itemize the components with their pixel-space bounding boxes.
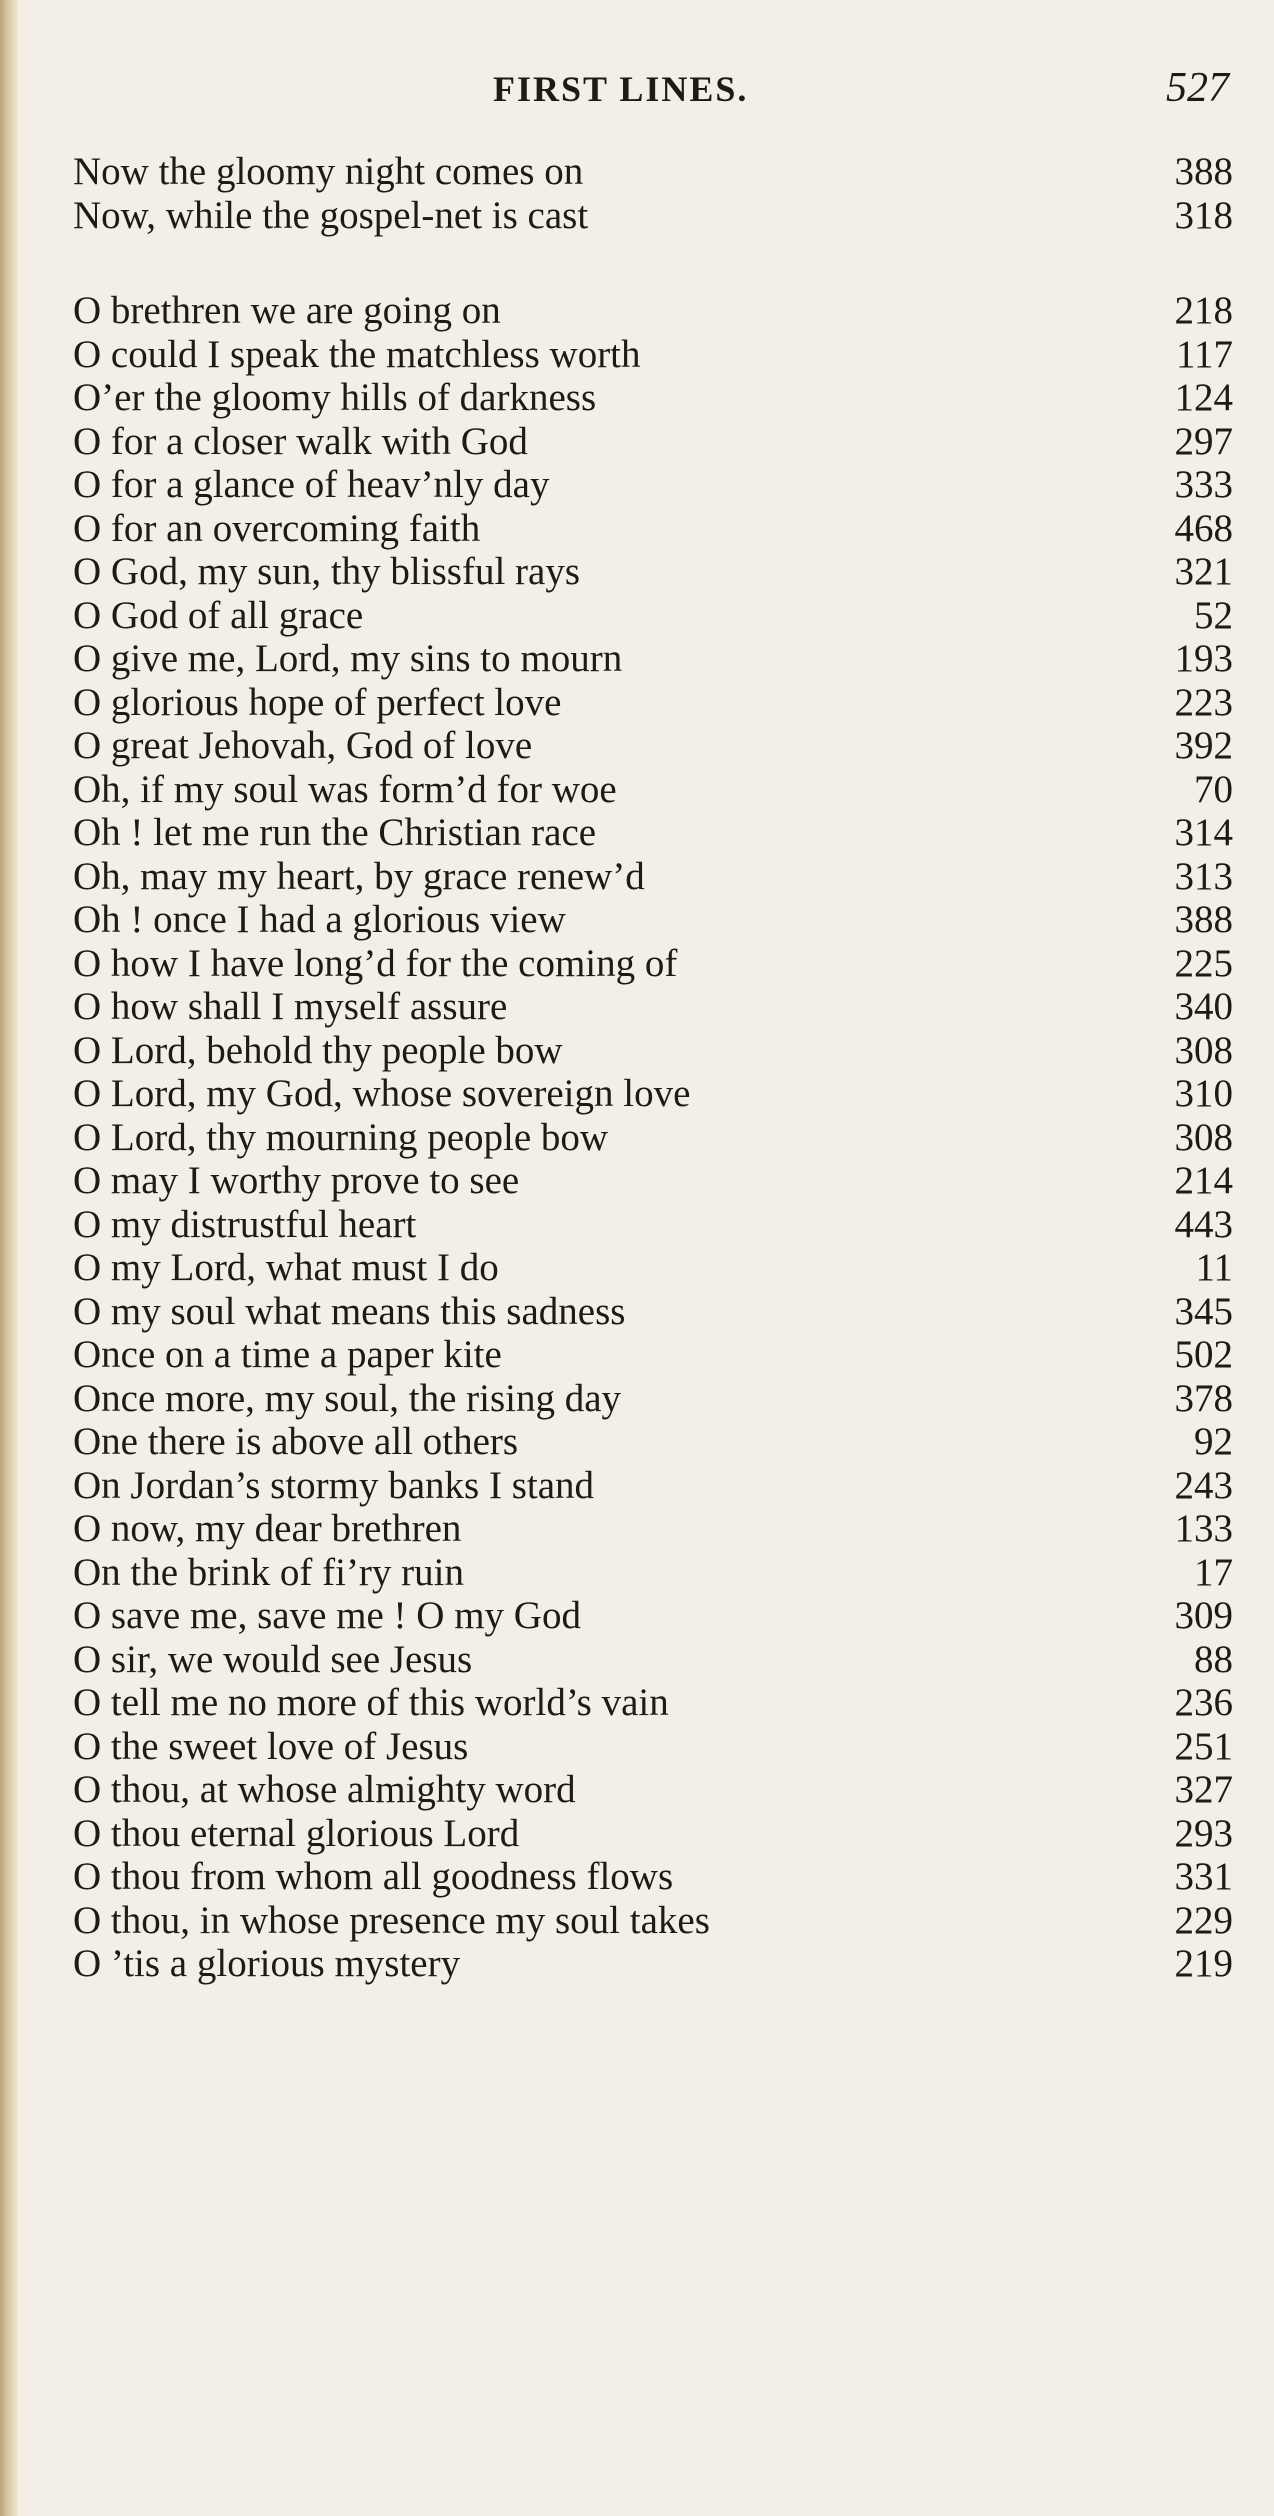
index-entry [73, 194, 1233, 238]
hymn-number: 124 [1174, 376, 1233, 419]
first-line-text: O Lord, behold thy people bow [73, 1028, 563, 1072]
page-title: FIRST LINES. [493, 69, 749, 109]
index-entry [73, 376, 1233, 420]
index-entry [73, 1333, 1233, 1377]
hymn-number: 236 [1174, 1681, 1233, 1724]
first-lines-index [73, 150, 1233, 1986]
first-line-text: Now, while the gospel-net is cast [73, 193, 589, 237]
hymn-number: 327 [1174, 1768, 1233, 1811]
first-line-text: O God, my sun, thy blissful rays [73, 550, 580, 593]
page-number: 527 [1166, 65, 1229, 111]
index-entry [73, 333, 1233, 377]
first-line-text: O how I have long’d for the coming of [73, 941, 678, 985]
hymn-number: 443 [1174, 1202, 1233, 1246]
first-line-text: O my distrustful heart [73, 1202, 417, 1246]
first-line-text: O tell me no more of this world’s vain [73, 1681, 669, 1724]
index-entry [73, 1812, 1233, 1856]
index-entry [73, 1029, 1233, 1073]
index-entry [73, 942, 1233, 986]
index-entry [73, 1942, 1233, 1986]
hymn-number: 468 [1174, 506, 1233, 550]
first-line-text: One there is above all others [73, 1420, 519, 1463]
first-line-text: Oh ! let me run the Christian race [73, 811, 597, 854]
hymn-number: 225 [1174, 941, 1233, 985]
first-line-text: O thou from whom all goodness flows [73, 1855, 674, 1898]
index-entry [73, 1072, 1233, 1116]
first-line-text: O for a glance of heav’nly day [73, 463, 550, 506]
hymn-number: 251 [1174, 1724, 1233, 1768]
index-entry [73, 1899, 1233, 1943]
hymn-number: 313 [1174, 854, 1233, 898]
first-line-text: O’er the gloomy hills of darkness [73, 376, 597, 419]
index-entry [73, 1246, 1233, 1290]
first-line-text: O great Jehovah, God of love [73, 724, 533, 767]
hymn-number: 219 [1174, 1942, 1233, 1985]
first-line-text: O Lord, thy mourning people bow [73, 1115, 609, 1159]
hymn-number: 502 [1174, 1333, 1233, 1376]
hymn-number: 378 [1174, 1376, 1233, 1420]
first-line-text: O Lord, my God, whose sovereign love [73, 1072, 691, 1115]
index-entry [73, 1681, 1233, 1725]
first-line-text: O my Lord, what must I do [73, 1246, 499, 1289]
first-line-text: O the sweet love of Jesus [73, 1724, 469, 1768]
index-entry [73, 1464, 1233, 1508]
index-entry [73, 289, 1233, 333]
first-line-text: Oh, may my heart, by grace renew’d [73, 854, 645, 898]
page-header [0, 62, 1274, 132]
index-entry [73, 1420, 1233, 1464]
first-line-text: O ’tis a glorious mystery [73, 1942, 461, 1985]
index-entry [73, 855, 1233, 899]
index-entry [73, 1507, 1233, 1551]
index-entry [73, 1725, 1233, 1769]
hymn-number: 340 [1174, 985, 1233, 1028]
index-entry [73, 1594, 1233, 1638]
hymn-number: 88 [1194, 1637, 1233, 1681]
hymn-number: 117 [1175, 332, 1233, 376]
first-line-text: O give me, Lord, my sins to mourn [73, 637, 623, 680]
hymn-number: 388 [1174, 898, 1233, 941]
first-line-text: Oh, if my soul was form’d for woe [73, 767, 617, 811]
index-entry [73, 420, 1233, 464]
hymn-number: 297 [1174, 419, 1233, 463]
hymn-number: 70 [1194, 767, 1233, 811]
index-entry [73, 637, 1233, 681]
hymn-number: 293 [1174, 1811, 1233, 1855]
index-entry [73, 811, 1233, 855]
index-entry [73, 463, 1233, 507]
index-group [73, 150, 1233, 237]
hymn-number: 314 [1174, 811, 1233, 854]
hymn-number: 92 [1194, 1420, 1233, 1463]
first-line-text: O thou, in whose presence my soul takes [73, 1898, 710, 1942]
first-line-text: O God of all grace [73, 593, 364, 637]
hymn-number: 309 [1174, 1594, 1233, 1637]
hymn-number: 310 [1174, 1072, 1233, 1115]
first-line-text: O my soul what means this sadness [73, 1289, 626, 1333]
index-entry [73, 724, 1233, 768]
first-line-text: Once more, my soul, the rising day [73, 1376, 622, 1420]
index-entry [73, 1159, 1233, 1203]
index-entry [73, 768, 1233, 812]
hymn-number: 17 [1194, 1550, 1233, 1594]
first-line-text: O brethren we are going on [73, 289, 501, 332]
hymn-number: 388 [1174, 150, 1233, 193]
hymn-number: 331 [1174, 1855, 1233, 1898]
index-entry [73, 1768, 1233, 1812]
index-entry [73, 898, 1233, 942]
index-entry [73, 1290, 1233, 1334]
hymn-number: 52 [1194, 593, 1233, 637]
hymn-number: 11 [1195, 1246, 1233, 1289]
first-line-text: O may I worthy prove to see [73, 1159, 520, 1202]
hymn-number: 321 [1174, 550, 1233, 593]
index-entry [73, 681, 1233, 725]
hymn-number: 229 [1174, 1898, 1233, 1942]
hymn-number: 218 [1174, 289, 1233, 332]
hymn-number: 133 [1174, 1507, 1233, 1550]
page-binding-edge [0, 0, 18, 2516]
hymn-number: 193 [1174, 637, 1233, 680]
first-line-text: O thou eternal glorious Lord [73, 1811, 520, 1855]
first-line-text: O glorious hope of perfect love [73, 680, 562, 724]
index-entry [73, 1116, 1233, 1160]
index-entry [73, 1638, 1233, 1682]
index-entry [73, 985, 1233, 1029]
first-line-text: O sir, we would see Jesus [73, 1637, 473, 1681]
hymn-number: 392 [1174, 724, 1233, 767]
index-entry [73, 594, 1233, 638]
first-line-text: Oh ! once I had a glorious view [73, 898, 566, 941]
hymn-number: 308 [1174, 1028, 1233, 1072]
index-group [73, 289, 1233, 1986]
index-entry [73, 1377, 1233, 1421]
first-line-text: O thou, at whose almighty word [73, 1768, 576, 1811]
index-entry [73, 150, 1233, 194]
first-line-text: On Jordan’s stormy banks I stand [73, 1463, 595, 1507]
first-line-text: O could I speak the matchless worth [73, 332, 641, 376]
first-line-text: O how shall I myself assure [73, 985, 508, 1028]
hymn-number: 223 [1174, 680, 1233, 724]
hymn-number: 308 [1174, 1115, 1233, 1159]
index-entry [73, 1551, 1233, 1595]
index-entry [73, 1855, 1233, 1899]
index-entry [73, 1203, 1233, 1247]
index-entry [73, 550, 1233, 594]
index-entry [73, 507, 1233, 551]
first-line-text: O save me, save me ! O my God [73, 1594, 581, 1637]
hymn-number: 318 [1174, 193, 1233, 237]
hymn-number: 345 [1174, 1289, 1233, 1333]
first-line-text: O now, my dear brethren [73, 1507, 462, 1550]
first-line-text: O for a closer walk with God [73, 419, 528, 463]
hymn-number: 214 [1174, 1159, 1233, 1202]
first-line-text: On the brink of fi’ry ruin [73, 1550, 464, 1594]
first-line-text: Now the gloomy night comes on [73, 150, 584, 193]
first-line-text: O for an overcoming faith [73, 506, 481, 550]
hymn-number: 333 [1174, 463, 1233, 506]
first-line-text: Once on a time a paper kite [73, 1333, 502, 1376]
hymn-number: 243 [1174, 1463, 1233, 1507]
